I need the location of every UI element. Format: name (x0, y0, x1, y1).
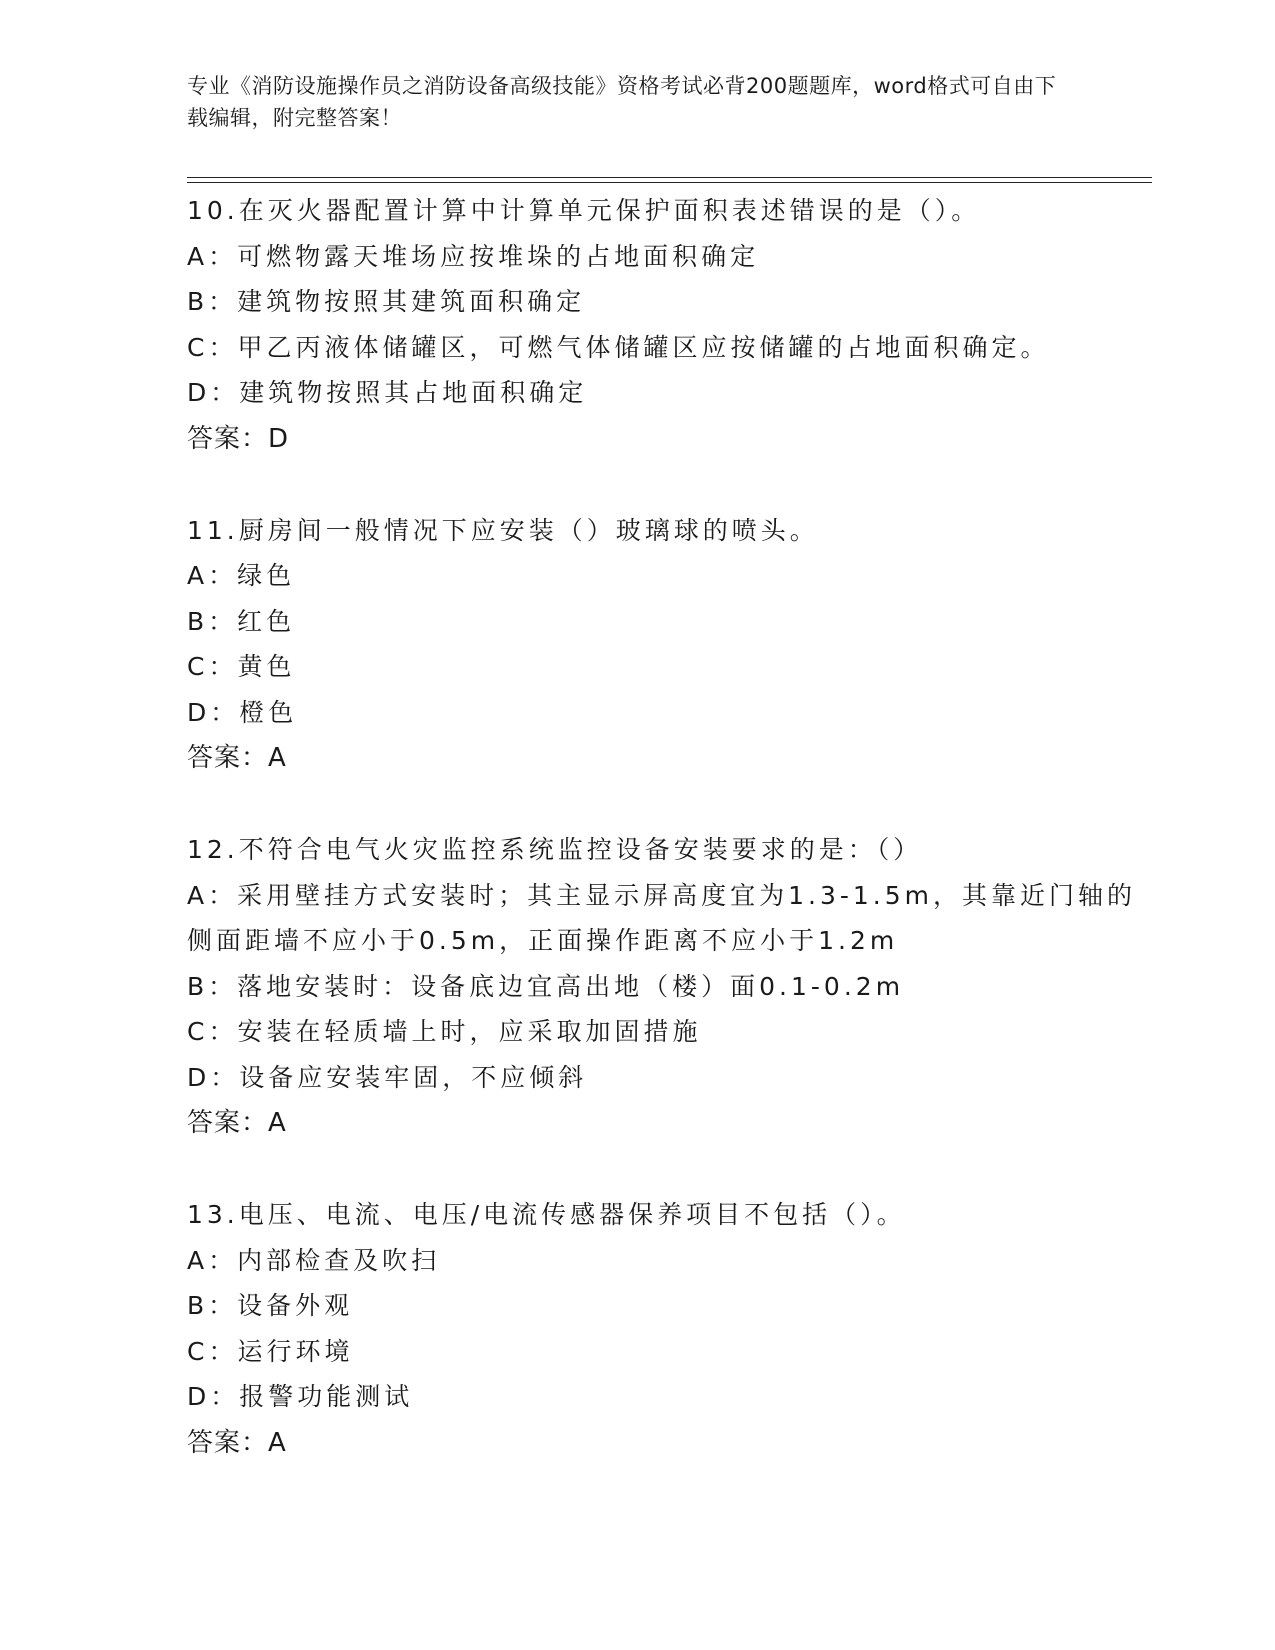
question-12 (187, 827, 1147, 1146)
option-d: D：报警功能测试 (187, 1382, 414, 1411)
answer: 答案：A (187, 1427, 287, 1458)
option-b: B：建筑物按照其建筑面积确定 (187, 287, 586, 316)
option-a: A：绿色 (187, 561, 296, 590)
answer: 答案：A (187, 743, 287, 773)
option-b: B：红色 (187, 606, 296, 636)
option-d: D：设备应安装牢固，不应倾斜 (187, 1062, 588, 1092)
question-13 (187, 1192, 1147, 1466)
question-10 (187, 188, 1147, 462)
question-11 (187, 508, 1147, 782)
option-a: A：采用壁挂方式安装时；其主显示屏高度宜为1.3-1.5m，其靠近门轴的侧面距墙不应小于0.5m，正面操作距离不应小于1.2m (187, 880, 1136, 955)
option-c: C：运行环境 (187, 1336, 354, 1366)
option-b: B：落地安装时：设备底边宜高出地（楼）面0.1-0.2m (187, 971, 905, 1001)
question-title: 11.厨房间一般情况下应安装（）玻璃球的喷头。 (187, 515, 819, 545)
option-c: C：甲乙丙液体储罐区，可燃气体储罐区应按储罐的占地面积确定。 (187, 332, 1050, 362)
option-a: A：内部检查及吹扫 (187, 1245, 441, 1275)
option-b: B：设备外观 (187, 1291, 354, 1320)
answer: 答案：A (187, 1108, 287, 1138)
option-c: C：安装在轻质墙上时，应采取加固措施 (187, 1017, 702, 1046)
question-list (187, 188, 1147, 1512)
option-a: A：可燃物露天堆场应按堆垛的占地面积确定 (187, 241, 760, 271)
question-title: 10.在灭火器配置计算中计算单元保护面积表述错误的是（）。 (187, 196, 981, 225)
question-title: 13.电压、电流、电压/电流传感器保养项目不包括（）。 (187, 1200, 906, 1229)
option-d: D：橙色 (187, 697, 298, 727)
question-title: 12.不符合电气火灾监控系统监控设备安装要求的是：（） (187, 835, 923, 864)
answer: 答案：D (187, 423, 290, 454)
header-divider-bottom (187, 182, 1152, 183)
document-header: 专业《消防设施操作员之消防设备高级技能》资格考试必背200题题库，word格式可自由下载编辑，附完整答案！ (187, 74, 1057, 130)
header-divider-top (187, 177, 1152, 178)
option-c: C：黄色 (187, 652, 296, 681)
option-d: D：建筑物按照其占地面积确定 (187, 378, 588, 407)
